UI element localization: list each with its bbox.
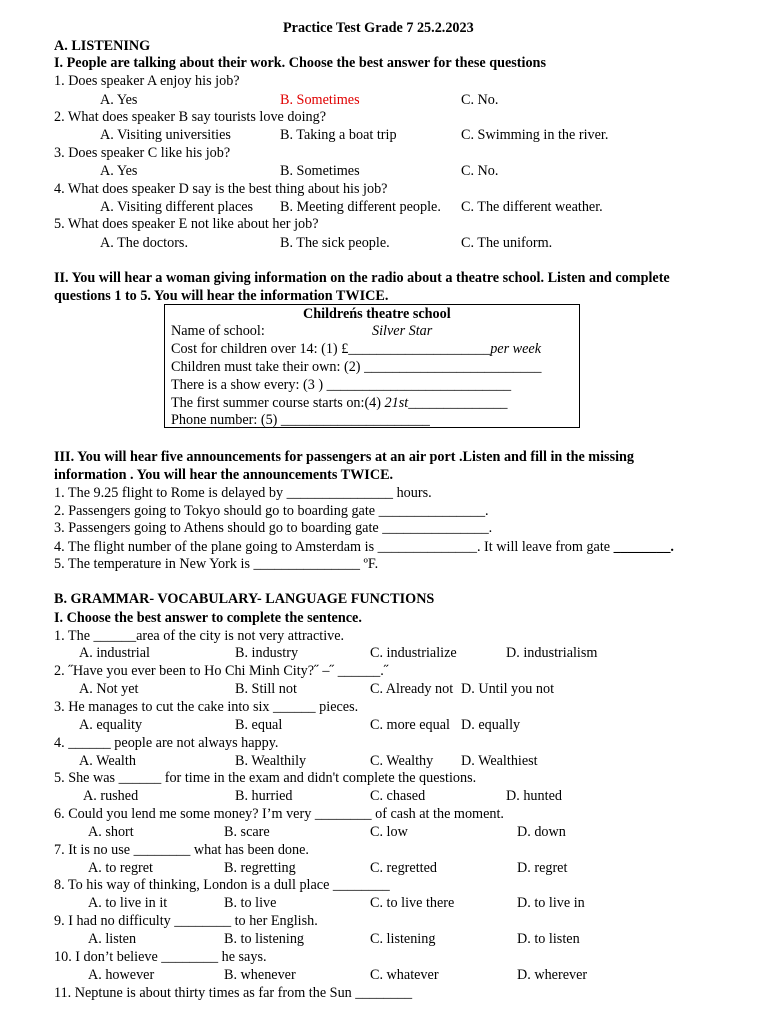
option-d: D. industrialism	[506, 645, 598, 661]
option-c: C. Swimming in the river.	[461, 127, 609, 143]
option-b: B. to live	[224, 895, 277, 911]
option-a: A. Wealth	[79, 753, 136, 769]
question-text: 1. Does speaker A enjoy his job?	[54, 73, 240, 89]
question-text: 11. Neptune is about thirty times as far from the Sun ________	[54, 985, 413, 1001]
option-b: B. industry	[235, 645, 299, 661]
option-c: C. low	[370, 824, 408, 840]
question-text: 2. What does speaker B say tourists love doing?	[54, 109, 327, 125]
section-b-part-1-heading: I. Choose the best answer to complete the sentence.	[54, 610, 362, 626]
question-text: 5. What does speaker E not like about her job?	[54, 216, 319, 232]
option-a: A. equality	[79, 717, 143, 733]
announcement-2: 2. Passengers going to Tokyo should go to boarding gate _______________.	[54, 503, 489, 519]
option-b: B. scare	[224, 824, 270, 840]
option-d: D. down	[517, 824, 566, 840]
option-a: A. to live in it	[88, 895, 168, 911]
option-c: C. chased	[370, 788, 426, 804]
option-c: C. No.	[461, 92, 499, 108]
option-b: B. Wealthily	[235, 753, 307, 769]
option-c: C. Already not	[370, 681, 454, 697]
option-a: A. The doctors.	[100, 235, 188, 251]
option-d: D. regret	[517, 860, 568, 876]
option-b: B. hurried	[235, 788, 293, 804]
announcement-1: 1. The 9.25 flight to Rome is delayed by _______________ hours.	[54, 485, 432, 501]
part-3-heading-cont: information . You will hear the announcements TWICE.	[54, 467, 394, 483]
school-name-label: Name of school:	[171, 323, 265, 339]
option-a: A. Yes	[100, 163, 138, 179]
question-text: 10. I don’t believe ________ he says.	[54, 949, 267, 965]
own-items-line: Children must take their own: (2) _________________________	[171, 359, 542, 375]
course-label: The first summer course starts on:(4)	[171, 395, 385, 411]
cost-label: Cost for children over 14: (1) £____________________	[171, 341, 491, 357]
section-b-heading: B. GRAMMAR- VOCABULARY- LANGUAGE FUNCTIONS	[54, 591, 435, 607]
option-b-highlighted: B. Sometimes	[280, 92, 360, 108]
question-text: 5. She was ______ for time in the exam and didn't complete the questions.	[54, 770, 477, 786]
option-c: C. The uniform.	[461, 235, 553, 251]
option-b: B. Meeting different people.	[280, 199, 441, 215]
phone-line: Phone number: (5) _____________________	[171, 412, 430, 428]
part-2-heading: II. You will hear a woman giving information on the radio about a theatre school. Listen and complete	[54, 270, 670, 286]
option-a: A. short	[88, 824, 134, 840]
option-d: D. to listen	[517, 931, 580, 947]
part-2-heading-cont: questions 1 to 5. You will hear the information TWICE.	[54, 288, 389, 304]
course-line	[171, 395, 508, 412]
option-c: C. listening	[370, 931, 436, 947]
option-d: D. Wealthiest	[461, 753, 538, 769]
announcement-4	[54, 539, 674, 556]
question-text: 3. He manages to cut the cake into six ______ pieces.	[54, 699, 359, 715]
option-d: D. to live in	[517, 895, 585, 911]
course-blank: ______________	[408, 395, 508, 411]
option-b: B. whenever	[224, 967, 296, 983]
option-d: D. wherever	[517, 967, 588, 983]
option-c: C. No.	[461, 163, 499, 179]
option-a: A. Not yet	[79, 681, 139, 697]
option-a: A. Visiting different places	[100, 199, 254, 215]
question-text: 9. I had no difficulty ________ to her English.	[54, 913, 318, 929]
course-value: 21st	[384, 395, 409, 411]
option-b: B. Still not	[235, 681, 297, 697]
option-a: A. Visiting universities	[100, 127, 231, 143]
announcement-5: 5. The temperature in New York is _______________ ºF.	[54, 556, 379, 572]
question-text: 4. What does speaker D say is the best thing about his job?	[54, 181, 388, 197]
page-title: Practice Test Grade 7 25.2.2023	[283, 20, 474, 36]
option-b: B. The sick people.	[280, 235, 390, 251]
option-c: C. whatever	[370, 967, 439, 983]
option-a: A. however	[88, 967, 155, 983]
option-a: A. industrial	[79, 645, 150, 661]
option-b: B. equal	[235, 717, 283, 733]
part-1-heading: I. People are talking about their work. Choose the best answer for these questions	[54, 55, 546, 71]
part-3-heading: III. You will hear five announcements for passengers at an air port .Listen and fill in the missing	[54, 449, 635, 465]
option-a: A. Yes	[100, 92, 138, 108]
question-text: 2. ˝Have you ever been to Ho Chi Minh City?˝ –˝ ______.˝	[54, 663, 389, 679]
option-c: C. to live there	[370, 895, 455, 911]
option-c: C. The different weather.	[461, 199, 603, 215]
option-b: B. to listening	[224, 931, 305, 947]
option-d: D. Until you not	[461, 681, 555, 697]
question-text: 6. Could you lend me some money? I’m very ________ of cash at the moment.	[54, 806, 504, 822]
announcement-3: 3. Passengers going to Athens should go to boarding gate _______________.	[54, 520, 493, 536]
show-line: There is a show every: (3 ) __________________________	[171, 377, 512, 393]
cost-suffix: per week	[490, 341, 542, 357]
announcement-4-text: 4. The flight number of the plane going to Amsterdam is ______________. It will leave from gate	[54, 539, 614, 555]
option-d: D. equally	[461, 717, 521, 733]
question-text: 8. To his way of thinking, London is a dull place ________	[54, 877, 390, 893]
option-a: A. listen	[88, 931, 137, 947]
gate-blank: ________.	[613, 539, 674, 555]
question-text: 4. ______ people are not always happy.	[54, 735, 279, 751]
question-text: 1. The ______area of the city is not very attractive.	[54, 628, 345, 644]
cost-line	[171, 341, 541, 358]
option-a: A. rushed	[83, 788, 139, 804]
option-c: C. regretted	[370, 860, 437, 876]
option-c: C. industrialize	[370, 645, 457, 661]
question-text: 3. Does speaker C like his job?	[54, 145, 231, 161]
option-b: B. regretting	[224, 860, 296, 876]
option-c: C. more equal	[370, 717, 450, 733]
option-c: C. Wealthy	[370, 753, 434, 769]
option-b: B. Sometimes	[280, 163, 360, 179]
option-b: B. Taking a boat trip	[280, 127, 397, 143]
option-d: D. hunted	[506, 788, 562, 804]
question-text: 7. It is no use ________ what has been done.	[54, 842, 309, 858]
box-title: Childreńs theatre school	[303, 306, 451, 322]
section-a-heading: A. LISTENING	[54, 38, 151, 54]
option-a: A. to regret	[88, 860, 154, 876]
school-name-value: Silver Star	[372, 323, 433, 339]
